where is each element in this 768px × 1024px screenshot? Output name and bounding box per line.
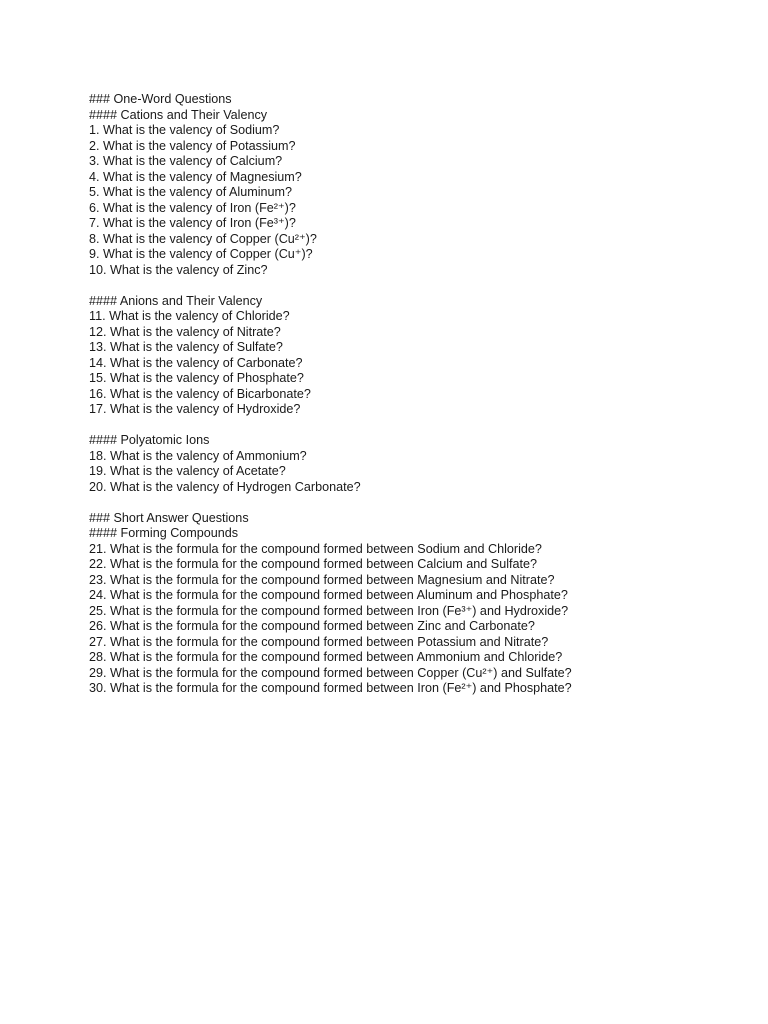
question-item: 10. What is the valency of Zinc? [89, 262, 268, 277]
question-item: 29. What is the formula for the compound formed between Copper (Cu²⁺) and Sulfate? [89, 665, 572, 680]
question-item: 15. What is the valency of Phosphate? [89, 371, 304, 385]
subsection-heading-polyatomic-ions: #### Polyatomic Ions [89, 433, 210, 447]
question-item: 19. What is the valency of Acetate? [89, 464, 286, 478]
question-item: 25. What is the formula for the compound formed between Iron (Fe³⁺) and Hydroxide? [89, 603, 569, 618]
blank-line [89, 278, 729, 294]
question-item: 16. What is the valency of Bicarbonate? [89, 386, 311, 401]
subsection-heading-forming-compounds: #### Forming Compounds [89, 526, 239, 540]
question-item: 21. What is the formula for the compound formed between Sodium and Chloride? [89, 541, 542, 556]
document-body [89, 92, 729, 697]
question-item: 9. What is the valency of Copper (Cu⁺)? [89, 247, 313, 261]
question-item: 4. What is the valency of Magnesium? [89, 169, 302, 184]
subsection-heading-anions: #### Anions and Their Valency [89, 293, 263, 308]
section-heading-short-answer-questions: ### Short Answer Questions [89, 510, 249, 525]
question-item: 13. What is the valency of Sulfate? [89, 340, 283, 354]
question-item: 6. What is the valency of Iron (Fe²⁺)? [89, 200, 296, 215]
question-item: 8. What is the valency of Copper (Cu²⁺)? [89, 231, 317, 246]
question-item: 2. What is the valency of Potassium? [89, 138, 296, 153]
question-item: 7. What is the valency of Iron (Fe³⁺)? [89, 216, 296, 230]
question-item: 26. What is the formula for the compound formed between Zinc and Carbonate? [89, 619, 535, 633]
section-heading-one-word-questions: ### One-Word Questions [89, 92, 232, 106]
question-item: 27. What is the formula for the compound formed between Potassium and Nitrate? [89, 634, 549, 649]
question-item: 30. What is the formula for the compound formed between Iron (Fe²⁺) and Phosphate? [89, 681, 572, 695]
question-item: 18. What is the valency of Ammonium? [89, 448, 307, 463]
question-item: 3. What is the valency of Calcium? [89, 154, 283, 168]
question-item: 5. What is the valency of Aluminum? [89, 185, 292, 199]
question-item: 23. What is the formula for the compound formed between Magnesium and Nitrate? [89, 572, 555, 587]
question-item: 1. What is the valency of Sodium? [89, 123, 280, 137]
question-item: 22. What is the formula for the compound formed between Calcium and Sulfate? [89, 557, 538, 571]
question-item: 17. What is the valency of Hydroxide? [89, 402, 301, 416]
question-item: 14. What is the valency of Carbonate? [89, 355, 303, 370]
question-item: 20. What is the valency of Hydrogen Carbonate? [89, 479, 361, 494]
question-item: 28. What is the formula for the compound formed between Ammonium and Chloride? [89, 650, 563, 664]
subsection-heading-cations: #### Cations and Their Valency [89, 107, 268, 122]
question-item: 11. What is the valency of Chloride? [89, 309, 290, 323]
question-item: 12. What is the valency of Nitrate? [89, 324, 281, 339]
blank-line [89, 495, 729, 511]
question-item: 24. What is the formula for the compound formed between Aluminum and Phosphate? [89, 588, 568, 602]
blank-line [89, 418, 729, 434]
